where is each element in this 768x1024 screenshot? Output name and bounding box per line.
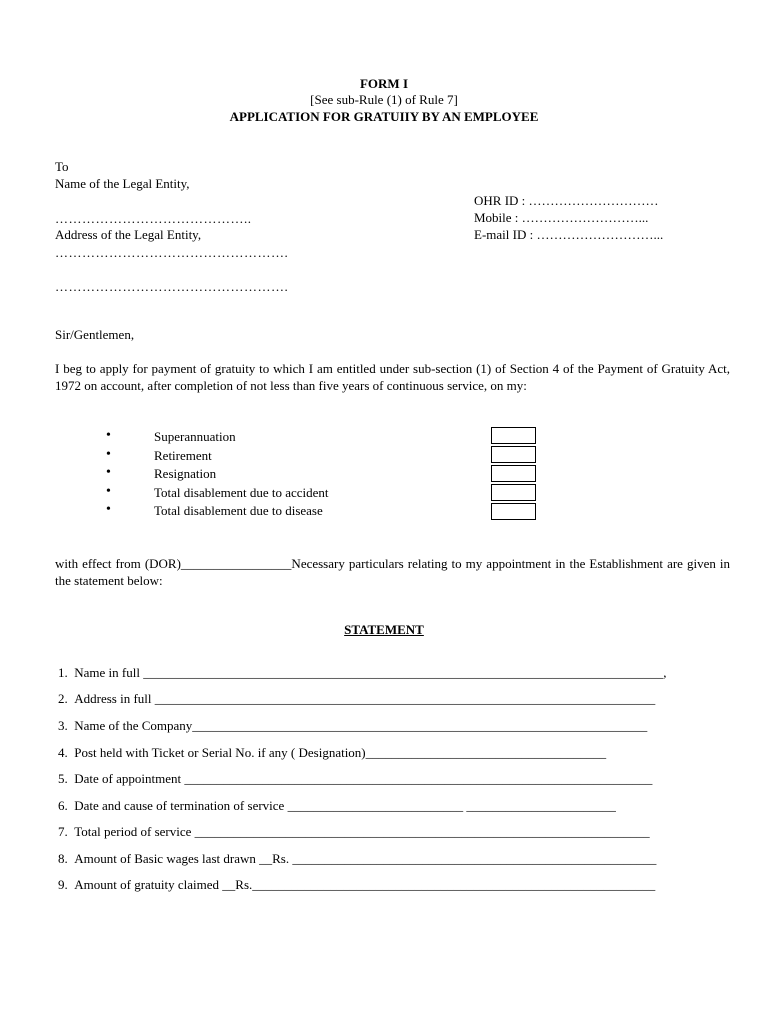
statement-item-number: 6. (58, 798, 68, 813)
statement-item[interactable] (58, 851, 698, 867)
bullet-icon: • (106, 465, 111, 480)
reason-label: Total disablement due to disease (154, 503, 323, 518)
statement-item-text: Name of the Company______________________________________________________________________ (74, 718, 648, 733)
salutation: Sir/Gentlemen, (55, 327, 135, 342)
statement-item-number: 9. (58, 877, 68, 892)
bullet-icon: • (106, 428, 111, 443)
statement-item-text: Amount of Basic wages last drawn __Rs. ________________________________________________________ (74, 851, 657, 866)
rule-reference: [See sub-Rule (1) of Rule 7] (310, 92, 458, 107)
reason-checkbox[interactable] (491, 503, 536, 520)
mobile-field[interactable]: Mobile : ………………………... (474, 210, 649, 225)
statement-item[interactable] (58, 745, 698, 761)
entity-address-field-1[interactable]: ……………………………………………. (55, 245, 289, 260)
statement-item[interactable] (58, 798, 698, 814)
statement-item[interactable] (58, 718, 698, 734)
entity-address-label: Address of the Legal Entity, (55, 227, 202, 242)
statement-item-text: Date of appointment ________________________________________________________________________ (74, 771, 653, 786)
reason-checkbox[interactable] (491, 465, 536, 482)
statement-item-number: 5. (58, 771, 68, 786)
reason-label: Superannuation (154, 429, 236, 444)
statement-item-text: Address in full _____________________________________________________________________________ (74, 691, 656, 706)
form-title: APPLICATION FOR GRATUIIY BY AN EMPLOYEE (229, 109, 539, 124)
statement-item[interactable] (58, 877, 698, 893)
statement-item-number: 3. (58, 718, 68, 733)
reason-label: Resignation (154, 466, 217, 481)
statement-item-text: Post held with Ticket or Serial No. if any ( Designation)_____________________________________ (74, 745, 607, 760)
entity-name-field[interactable]: …………………………………….. (55, 211, 252, 226)
bullet-icon: • (106, 502, 111, 517)
statement-title: STATEMENT (344, 622, 424, 637)
statement-item-text: Date and cause of termination of service ___________________________ _______________________ (74, 798, 616, 813)
intro-paragraph: I beg to apply for payment of gratuity to which I am entitled under sub-section (1) of Section 4 of the Payment of Gratuity Act, 1972 on account, after completion of not less than five years of continuous service, on my: (55, 361, 730, 393)
statement-item-text: Total period of service ______________________________________________________________________ (74, 824, 650, 839)
to-label: To (55, 159, 69, 174)
statement-item[interactable] (58, 771, 698, 787)
statement-item[interactable] (58, 824, 698, 840)
entity-address-field-2[interactable]: ……………………………………………. (55, 279, 289, 294)
reason-label: Retirement (154, 448, 212, 463)
bullet-icon: • (106, 447, 111, 462)
statement-item-number: 8. (58, 851, 68, 866)
reason-checkbox[interactable] (491, 427, 536, 444)
email-field[interactable]: E-mail ID : ………………………... (474, 227, 664, 242)
statement-item[interactable] (58, 691, 698, 707)
statement-item-number: 1. (58, 665, 68, 680)
statement-item-text: Name in full ________________________________________________________________________________, (74, 665, 667, 680)
statement-item-number: 4. (58, 745, 68, 760)
statement-item[interactable] (58, 665, 698, 681)
effect-paragraph: with effect from (DOR)_________________Necessary particulars relating to my appointment in the Establishment are given in the statement below: (55, 556, 730, 588)
bullet-icon: • (106, 484, 111, 499)
reason-checkbox[interactable] (491, 484, 536, 501)
ohr-id-field[interactable]: OHR ID : ………………………… (474, 193, 659, 208)
entity-name-label: Name of the Legal Entity, (55, 176, 190, 191)
statement-item-number: 2. (58, 691, 68, 706)
statement-item-text: Amount of gratuity claimed __Rs.______________________________________________________________ (74, 877, 656, 892)
reason-checkbox[interactable] (491, 446, 536, 463)
statement-item-number: 7. (58, 824, 68, 839)
reason-label: Total disablement due to accident (154, 485, 329, 500)
form-number: FORM I (359, 76, 409, 91)
